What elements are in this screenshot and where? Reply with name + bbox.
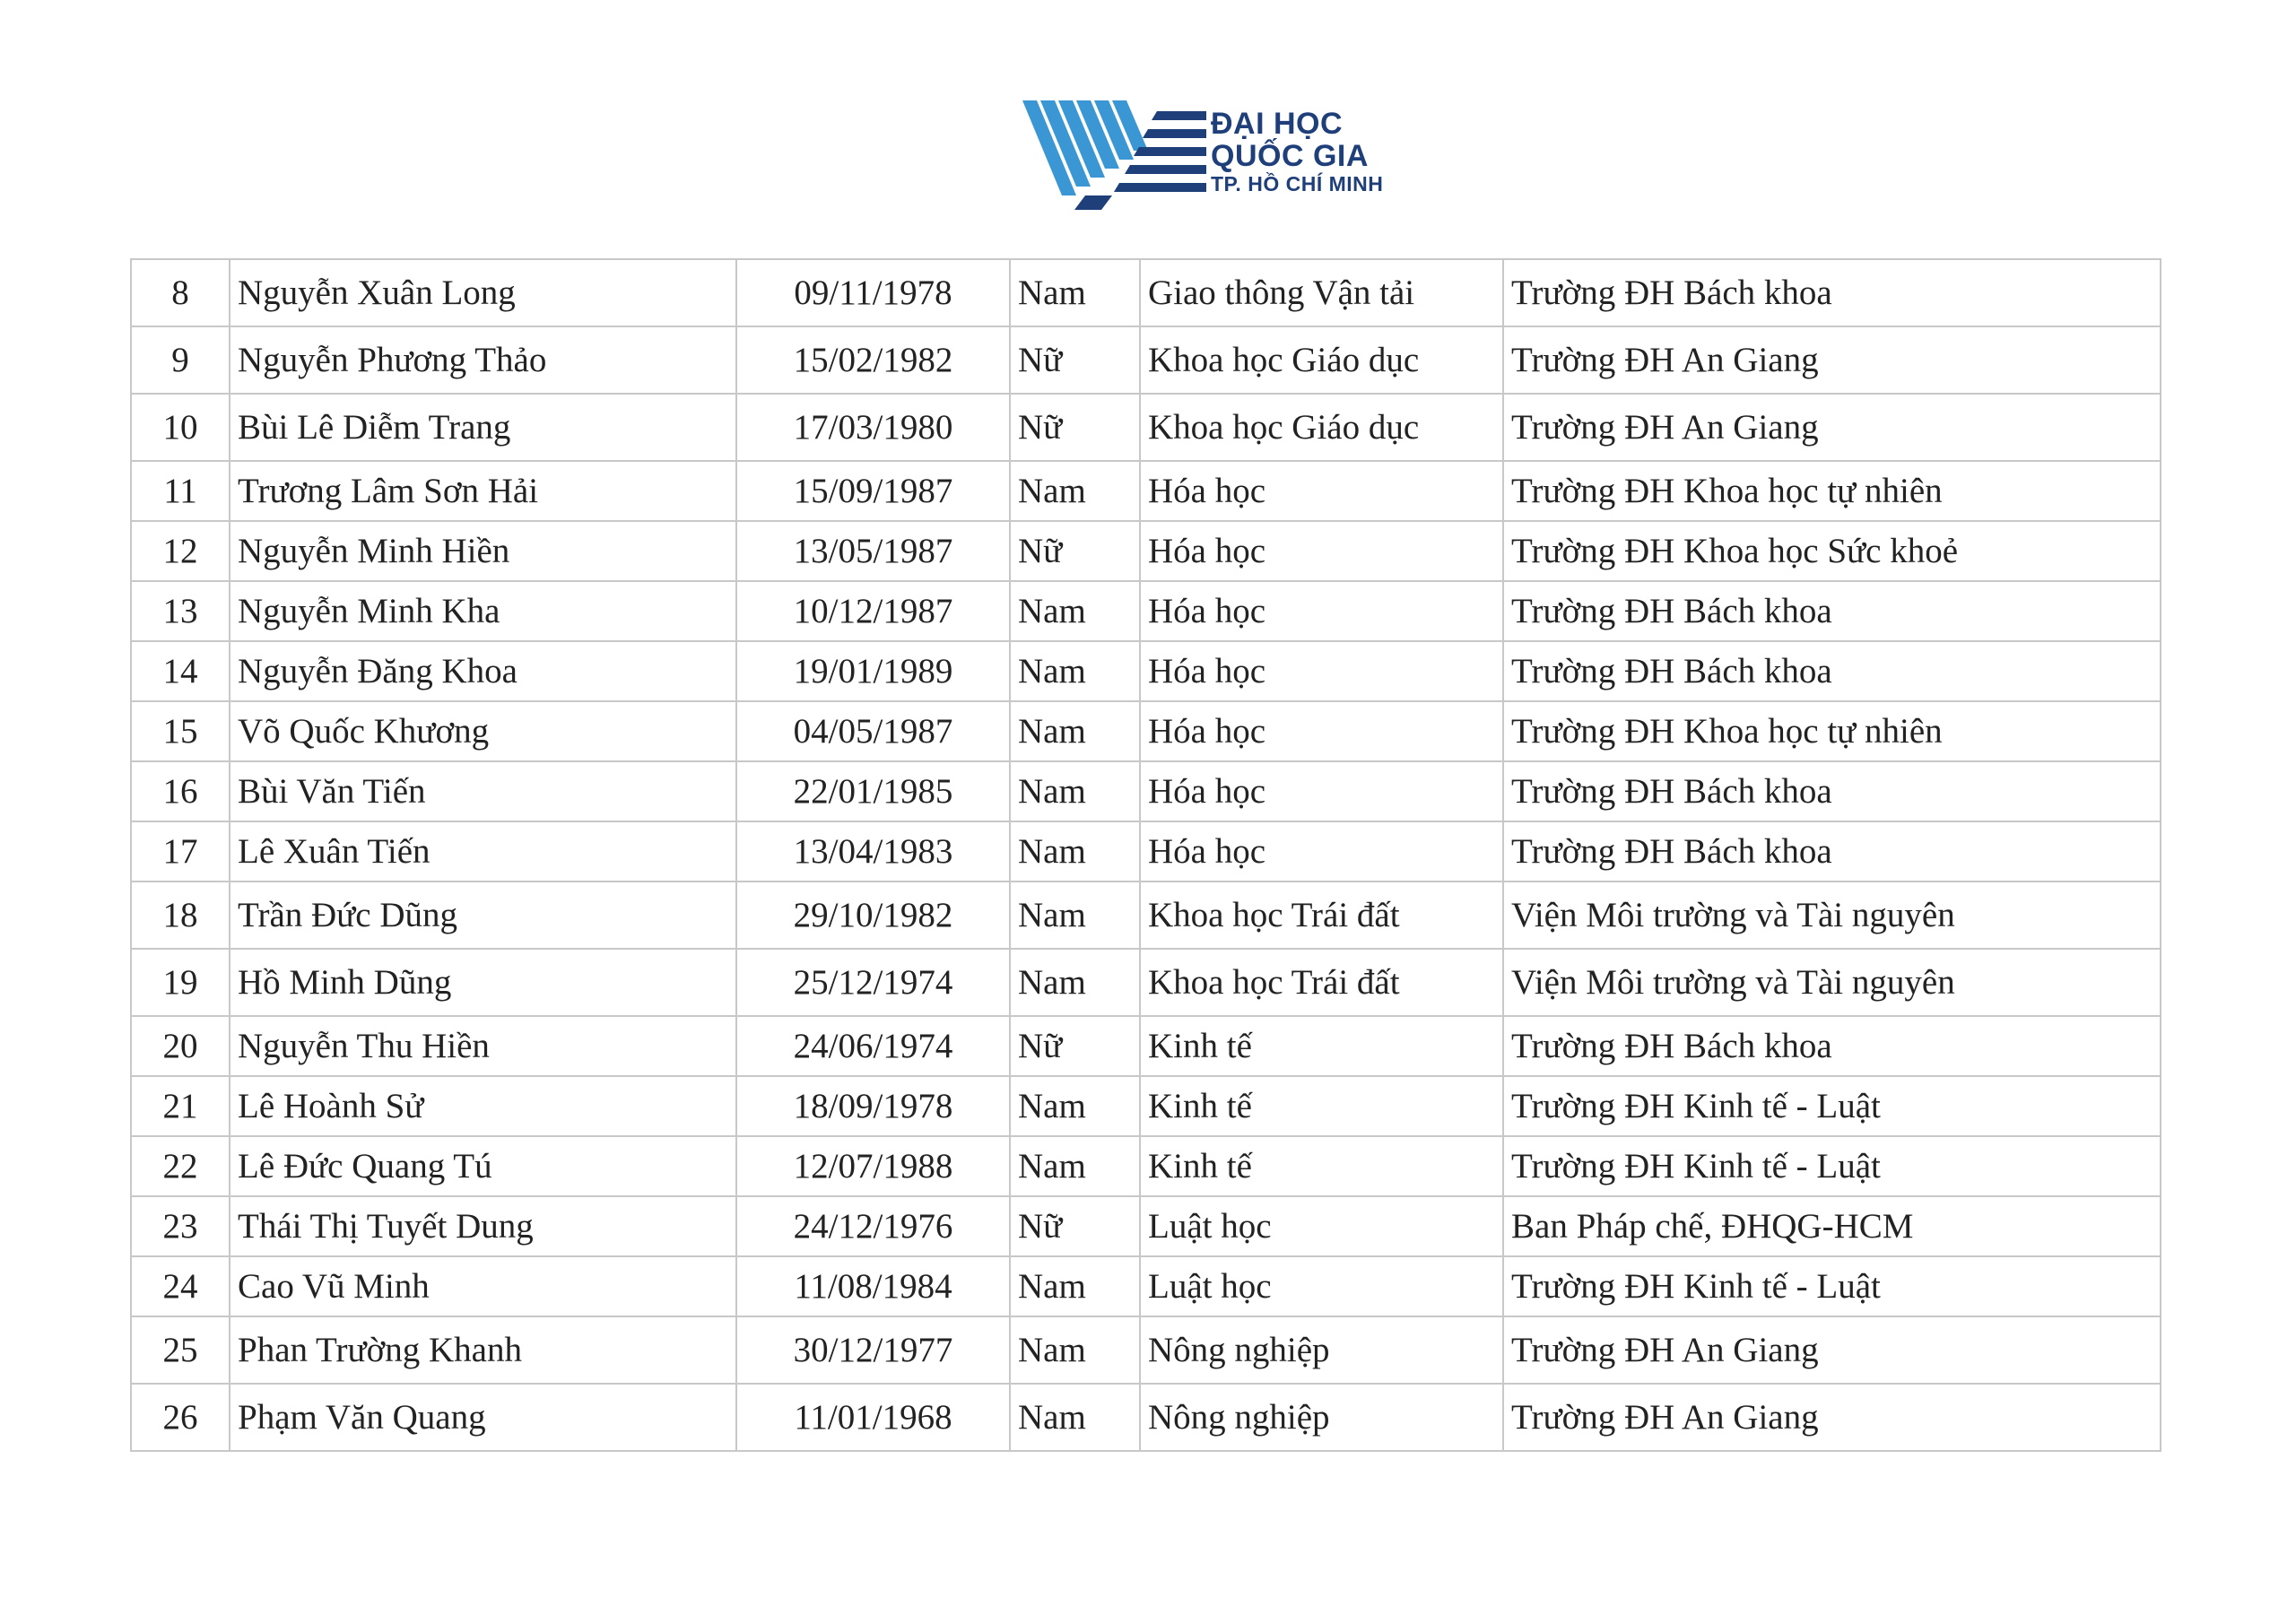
table-row [131, 1136, 2161, 1196]
table-row [131, 701, 2161, 761]
row-number: 14 [131, 641, 230, 701]
date-of-birth: 11/08/1984 [736, 1256, 1010, 1316]
table-row [131, 1016, 2161, 1076]
gender: Nữ [1010, 1016, 1140, 1076]
table-body [131, 259, 2161, 1451]
full-name: Nguyễn Phương Thảo [230, 326, 736, 394]
gender: Nam [1010, 461, 1140, 521]
logo-line-3: TP. HỒ CHÍ MINH [1211, 172, 1384, 195]
gender: Nam [1010, 1316, 1140, 1384]
row-number: 10 [131, 394, 230, 461]
full-name: Phan Trường Khanh [230, 1316, 736, 1384]
table-row [131, 521, 2161, 581]
row-number: 20 [131, 1016, 230, 1076]
field: Luật học [1140, 1256, 1503, 1316]
row-number: 21 [131, 1076, 230, 1136]
full-name: Nguyễn Minh Kha [230, 581, 736, 641]
date-of-birth: 25/12/1974 [736, 949, 1010, 1016]
institution: Trường ĐH Bách khoa [1503, 1016, 2161, 1076]
row-number: 8 [131, 259, 230, 326]
field: Hóa học [1140, 701, 1503, 761]
full-name: Cao Vũ Minh [230, 1256, 736, 1316]
date-of-birth: 24/12/1976 [736, 1196, 1010, 1256]
date-of-birth: 04/05/1987 [736, 701, 1010, 761]
row-number: 13 [131, 581, 230, 641]
field: Khoa học Giáo dục [1140, 394, 1503, 461]
full-name: Phạm Văn Quang [230, 1384, 736, 1451]
gender: Nam [1010, 949, 1140, 1016]
personnel-table [130, 258, 2161, 1452]
row-number: 25 [131, 1316, 230, 1384]
institution: Trường ĐH Kinh tế - Luật [1503, 1136, 2161, 1196]
date-of-birth: 22/01/1985 [736, 761, 1010, 821]
date-of-birth: 15/09/1987 [736, 461, 1010, 521]
date-of-birth: 30/12/1977 [736, 1316, 1010, 1384]
table-row [131, 1316, 2161, 1384]
date-of-birth: 24/06/1974 [736, 1016, 1010, 1076]
full-name: Bùi Văn Tiến [230, 761, 736, 821]
full-name: Bùi Lê Diễm Trang [230, 394, 736, 461]
row-number: 16 [131, 761, 230, 821]
field: Khoa học Trái đất [1140, 949, 1503, 1016]
row-number: 26 [131, 1384, 230, 1451]
table-row [131, 461, 2161, 521]
field: Hóa học [1140, 461, 1503, 521]
field: Khoa học Trái đất [1140, 881, 1503, 949]
date-of-birth: 17/03/1980 [736, 394, 1010, 461]
full-name: Lê Xuân Tiến [230, 821, 736, 881]
institution: Trường ĐH Bách khoa [1503, 821, 2161, 881]
institution: Trường ĐH Bách khoa [1503, 641, 2161, 701]
table-row [131, 761, 2161, 821]
field: Luật học [1140, 1196, 1503, 1256]
date-of-birth: 10/12/1987 [736, 581, 1010, 641]
row-number: 11 [131, 461, 230, 521]
table-row [131, 581, 2161, 641]
table-row [131, 1384, 2161, 1451]
institution: Viện Môi trường và Tài nguyên [1503, 949, 2161, 1016]
university-logo [1022, 99, 1399, 211]
institution: Trường ĐH Khoa học Sức khoẻ [1503, 521, 2161, 581]
row-number: 12 [131, 521, 230, 581]
table-row [131, 326, 2161, 394]
field: Giao thông Vận tải [1140, 259, 1503, 326]
field: Hóa học [1140, 761, 1503, 821]
gender: Nữ [1010, 1196, 1140, 1256]
institution: Trường ĐH An Giang [1503, 1316, 2161, 1384]
field: Nông nghiệp [1140, 1384, 1503, 1451]
field: Nông nghiệp [1140, 1316, 1503, 1384]
table-row [131, 1256, 2161, 1316]
table-row [131, 881, 2161, 949]
gender: Nam [1010, 1076, 1140, 1136]
institution: Trường ĐH Kinh tế - Luật [1503, 1256, 2161, 1316]
field: Hóa học [1140, 581, 1503, 641]
date-of-birth: 18/09/1978 [736, 1076, 1010, 1136]
table-row [131, 1196, 2161, 1256]
gender: Nam [1010, 821, 1140, 881]
table-row [131, 949, 2161, 1016]
table-row [131, 641, 2161, 701]
row-number: 17 [131, 821, 230, 881]
institution: Viện Môi trường và Tài nguyên [1503, 881, 2161, 949]
logo-wordmark [1211, 108, 1383, 195]
table-row [131, 821, 2161, 881]
full-name: Lê Hoành Sử [230, 1076, 736, 1136]
date-of-birth: 15/02/1982 [736, 326, 1010, 394]
full-name: Thái Thị Tuyết Dung [230, 1196, 736, 1256]
gender: Nam [1010, 259, 1140, 326]
field: Hóa học [1140, 641, 1503, 701]
gender: Nữ [1010, 521, 1140, 581]
table-row [131, 394, 2161, 461]
gender: Nam [1010, 1384, 1140, 1451]
date-of-birth: 12/07/1988 [736, 1136, 1010, 1196]
institution: Trường ĐH An Giang [1503, 326, 2161, 394]
row-number: 9 [131, 326, 230, 394]
date-of-birth: 09/11/1978 [736, 259, 1010, 326]
institution: Trường ĐH An Giang [1503, 394, 2161, 461]
field: Kinh tế [1140, 1136, 1503, 1196]
gender: Nam [1010, 1256, 1140, 1316]
full-name: Trương Lâm Sơn Hải [230, 461, 736, 521]
logo-line-1: ĐẠI HỌC [1211, 107, 1344, 141]
full-name: Hồ Minh Dũng [230, 949, 736, 1016]
gender: Nam [1010, 581, 1140, 641]
gender: Nam [1010, 1136, 1140, 1196]
full-name: Trần Đức Dũng [230, 881, 736, 949]
full-name: Nguyễn Thu Hiền [230, 1016, 736, 1076]
field: Hóa học [1140, 821, 1503, 881]
gender: Nữ [1010, 394, 1140, 461]
date-of-birth: 19/01/1989 [736, 641, 1010, 701]
row-number: 19 [131, 949, 230, 1016]
institution: Ban Pháp chế, ĐHQG-HCM [1503, 1196, 2161, 1256]
gender: Nữ [1010, 326, 1140, 394]
row-number: 22 [131, 1136, 230, 1196]
date-of-birth: 13/04/1983 [736, 821, 1010, 881]
field: Kinh tế [1140, 1076, 1503, 1136]
full-name: Nguyễn Minh Hiền [230, 521, 736, 581]
institution: Trường ĐH Bách khoa [1503, 761, 2161, 821]
row-number: 24 [131, 1256, 230, 1316]
institution: Trường ĐH Kinh tế - Luật [1503, 1076, 2161, 1136]
logo-line-2: QUỐC GIA [1211, 139, 1369, 173]
logo-mark-icon [1022, 99, 1211, 211]
full-name: Nguyễn Đăng Khoa [230, 641, 736, 701]
row-number: 15 [131, 701, 230, 761]
row-number: 18 [131, 881, 230, 949]
date-of-birth: 13/05/1987 [736, 521, 1010, 581]
institution: Trường ĐH Khoa học tự nhiên [1503, 461, 2161, 521]
gender: Nam [1010, 701, 1140, 761]
field: Khoa học Giáo dục [1140, 326, 1503, 394]
table-row [131, 259, 2161, 326]
date-of-birth: 29/10/1982 [736, 881, 1010, 949]
full-name: Lê Đức Quang Tú [230, 1136, 736, 1196]
full-name: Nguyễn Xuân Long [230, 259, 736, 326]
field: Kinh tế [1140, 1016, 1503, 1076]
institution: Trường ĐH Khoa học tự nhiên [1503, 701, 2161, 761]
institution: Trường ĐH An Giang [1503, 1384, 2161, 1451]
gender: Nam [1010, 881, 1140, 949]
full-name: Võ Quốc Khương [230, 701, 736, 761]
table-row [131, 1076, 2161, 1136]
field: Hóa học [1140, 521, 1503, 581]
gender: Nam [1010, 761, 1140, 821]
date-of-birth: 11/01/1968 [736, 1384, 1010, 1451]
gender: Nam [1010, 641, 1140, 701]
row-number: 23 [131, 1196, 230, 1256]
institution: Trường ĐH Bách khoa [1503, 581, 2161, 641]
institution: Trường ĐH Bách khoa [1503, 259, 2161, 326]
